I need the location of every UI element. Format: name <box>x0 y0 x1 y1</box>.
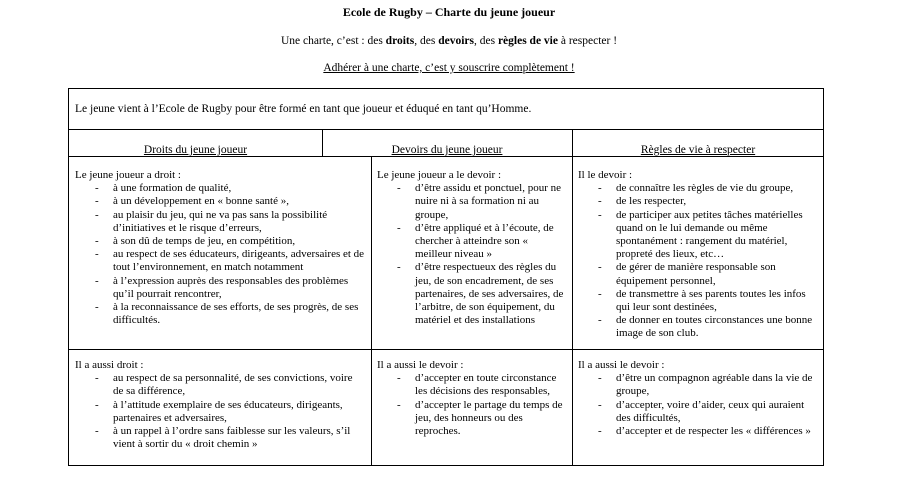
list-item: - au respect de ses éducateurs, dirigeants, adversaires et de tout l’environnement, en match notamment <box>75 248 365 274</box>
charter-tagline: Une charte, c’est : des droits, des devoirs, des règles de vie à respecter ! <box>280 35 618 47</box>
list-item: - à un rappel à l’ordre sans faiblesse sur les valeurs, s’il vient à sortir du « droit chemin » <box>75 425 365 451</box>
rules2-list <box>578 372 820 438</box>
list-item: - d’être appliqué et à l’écoute, de chercher à atteindre son « meilleur niveau » <box>377 222 567 262</box>
rights2-lead: Il a aussi droit : <box>75 359 144 371</box>
table-rule <box>69 129 824 130</box>
list-item: - d’accepter et de respecter les « différences » <box>578 425 820 438</box>
list-item: - de connaître les règles de vie du groupe, <box>578 182 820 195</box>
list-item: - de transmettre à ses parents toutes les infos qui leur sont destinées, <box>578 288 820 314</box>
list-item: - à son dû de temps de jeu, en compétition, <box>75 235 365 248</box>
list-item: - à un développement en « bonne santé », <box>75 195 365 208</box>
duties2-cell <box>377 359 567 438</box>
list-item: - d’accepter, voire d’aider, ceux qui auraient des difficultés, <box>578 399 820 425</box>
column-header-duties: Devoirs du jeune joueur <box>391 144 503 156</box>
rules2-cell <box>578 359 820 438</box>
list-item: - à la reconnaissance de ses efforts, de ses progrès, de ses difficultés. <box>75 301 365 327</box>
duties-list <box>377 182 567 327</box>
list-item: - au plaisir du jeu, qui ne va pas sans la possibilité d’initiatives et le risque d’erreurs, <box>75 209 365 235</box>
list-item: - d’être assidu et ponctuel, pour ne nuire ni à sa formation ni au groupe, <box>377 182 567 222</box>
list-item: - au respect de sa personnalité, de ses convictions, voire de sa différence, <box>75 372 365 398</box>
list-item: - d’accepter le partage du temps de jeu, des honneurs ou des reproches. <box>377 399 567 439</box>
list-item: - de participer aux petites tâches matérielles quand on le lui demande ou même spontanément : rangement du matériel, propreté des lieux, etc… <box>578 209 820 262</box>
list-item: - de les respecter, <box>578 195 820 208</box>
table-rule <box>69 349 824 350</box>
document-title: Ecole de Rugby – Charte du jeune joueur <box>342 5 556 19</box>
rights2-list <box>75 372 365 451</box>
list-item: - d’accepter en toute circonstance les décisions des responsables, <box>377 372 567 398</box>
rules-list <box>578 182 820 340</box>
column-divider <box>371 156 372 466</box>
rights-cell <box>75 169 365 327</box>
column-header-rights: Droits du jeune joueur <box>143 144 248 156</box>
duties-cell <box>377 169 567 327</box>
column-divider <box>572 129 573 466</box>
rules2-lead: Il a aussi le devoir : <box>578 359 665 371</box>
list-item: - à l’expression auprès des responsables des problèmes qu’il pourrait rencontrer, <box>75 275 365 301</box>
duties-lead: Le jeune joueur a le devoir : <box>377 169 502 181</box>
rights2-cell <box>75 359 365 451</box>
rules-cell <box>578 169 820 341</box>
list-item: - à l’attitude exemplaire de ses éducateurs, dirigeants, partenaires et adversaires, <box>75 399 365 425</box>
list-item: - à une formation de qualité, <box>75 182 365 195</box>
intro-text: Le jeune vient à l’Ecole de Rugby pour être formé en tant que joueur et éduqué en tant qu’Homme. <box>75 103 532 115</box>
list-item: - d’être respectueux des règles du jeu, de son encadrement, de ses partenaires, de ses adversaires, de l’arbitre, de son équipement, du matériel et des installations <box>377 261 567 327</box>
duties2-list <box>377 372 567 438</box>
list-item: - de donner en toutes circonstances une bonne image de son club. <box>578 314 820 340</box>
charter-subline: Adhérer à une charte, c’est y souscrire complètement ! <box>323 62 575 74</box>
rights-lead: Le jeune joueur a droit : <box>75 169 181 181</box>
list-item: - d’être un compagnon agréable dans la vie de groupe, <box>578 372 820 398</box>
list-item: - de gérer de manière responsable son équipement personnel, <box>578 261 820 287</box>
rules-lead: Il le devoir : <box>578 169 633 181</box>
column-header-rules: Règles de vie à respecter <box>640 144 756 156</box>
duties2-lead: Il a aussi le devoir : <box>377 359 464 371</box>
rights-list <box>75 182 365 327</box>
charter-table <box>68 88 824 466</box>
